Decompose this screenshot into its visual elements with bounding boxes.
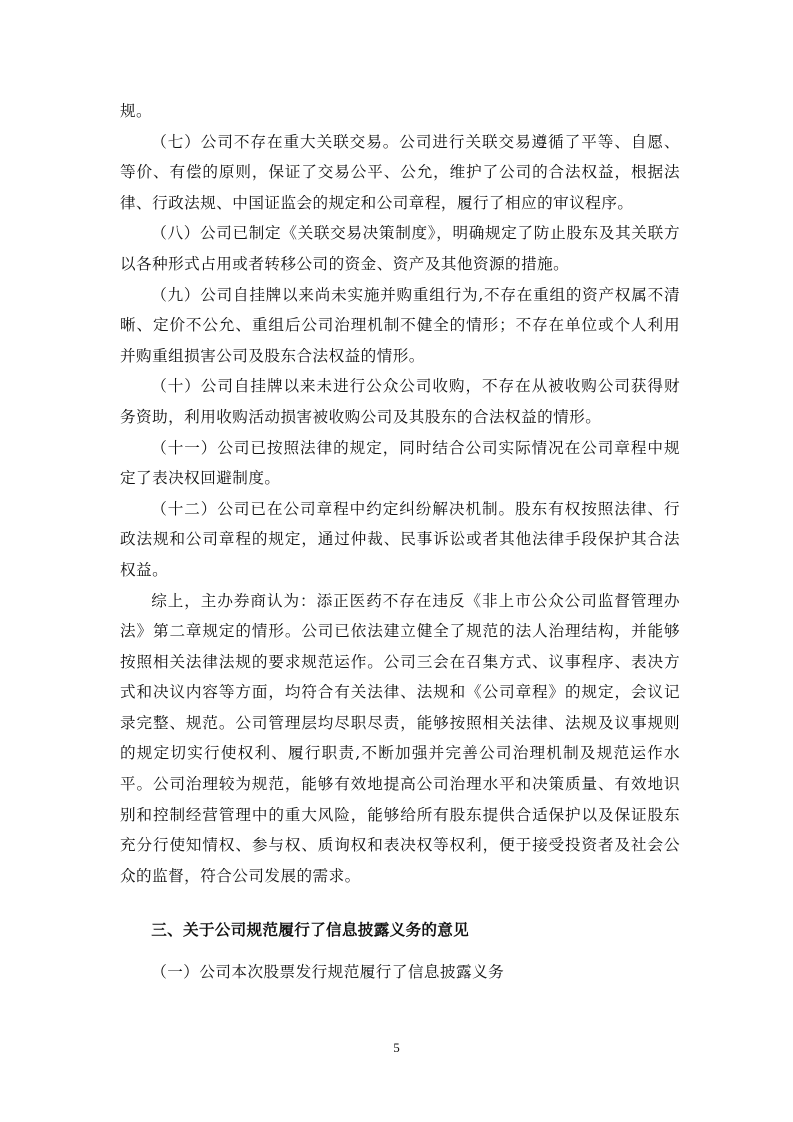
paragraph-continuation: 规。 [120,102,153,120]
paragraph-item-10: （十）公司自挂牌以来未进行公众公司收购，不存在从被收购公司获得财务资助，利用收购活动损害被收购公司及其股东的合法权益的情形。 [120,377,680,426]
paragraph-item-11: （十一）公司已按照法律的规定，同时结合公司实际情况在公司章程中规定了表决权回避制度。 [120,438,680,488]
paragraph-item-12: （十二）公司已在公司章程中约定纠纷解决机制。股东有权按照法律、行政法规和公司章程的规定，通过仲裁、民事诉讼或者其他法律手段保护其合法权益。 [120,499,680,579]
section-heading: 三、关于公司规范履行了信息披露义务的意见 [151,921,470,940]
subsection-heading: （一）公司本次股票发行规范履行了信息披露义务 [151,963,505,982]
paragraph-item-7: （七）公司不存在重大关联交易。公司进行关联交易遵循了平等、自愿、等价、有偿的原则，保证了交易公平、公允，维护了公司的合法权益，根据法律、行政法规、中国证监会的规定和公司章程，履行了相应的审议程序。 [120,132,680,212]
paragraph-conclusion: 综上，主办券商认为：添正医药不存在违反《非上市公众公司监督管理办法》第二章规定的情形。公司已依法建立健全了规范的法人治理结构，并能够按照相关法律法规的要求规范运作。公司三会在召集方式、议事程序、表决方式和决议内容等方面，均符合有关法律、法规和《公司章程》的规定，会议记录完整、规范。公司管理层均尽职尽责，能够按照相关法律、法规及议事规则的规定切实行使权利、履行职责,不断加强并完善公司治理机制及规范运作水平。公司治理较为规范，能够有效地提高公司治理水平和决策质量、有效地识别和控制经营管理中的重大风险，能够给所有股东提供合适保护以及保证股东充分行使知情权、参与权、质询权和表决权等权利，便于接受投资者及社会公众的监督，符合公司发展的需求。 [120,591,680,885]
paragraph-item-9: （九）公司自挂牌以来尚未实施并购重组行为,不存在重组的资产权属不清晰、定价不公允、重组后公司治理机制不健全的情形；不存在单位或个人利用并购重组损害公司及股东合法权益的情形。 [120,285,680,365]
paragraph-item-8: （八）公司已制定《关联交易决策制度》，明确规定了防止股东及其关联方以各种形式占用或者转移公司的资金、资产及其他资源的措施。 [120,224,680,273]
page-number: 5 [393,1040,400,1055]
document-body [120,96,680,987]
